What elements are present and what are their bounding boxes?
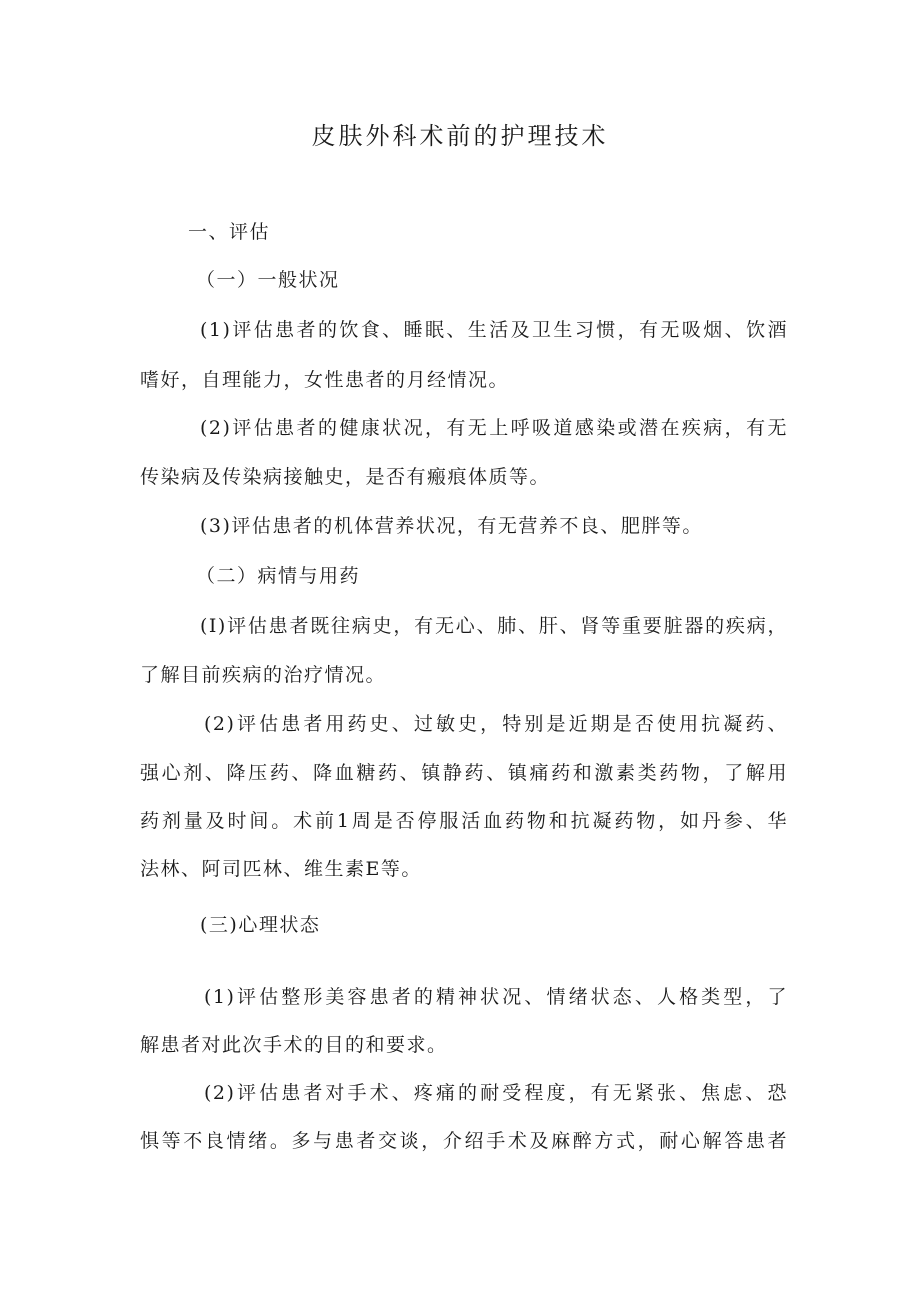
subsection-heading-condition: （二）病情与用药: [196, 565, 361, 587]
paragraph-line: (1)评估患者的饮食、睡眠、生活及卫生习惯，有无吸烟、饮酒: [200, 319, 788, 341]
paragraph-line: (2)评估患者用药史、过敏史，特别是近期是否使用抗凝药、: [204, 713, 788, 735]
paragraph-line: 药剂量及时间。术前1周是否停服活血药物和抗凝药物，如丹参、华: [140, 810, 788, 832]
subsection-heading-general: （一）一般状况: [196, 269, 340, 291]
section-heading-assessment: 一、评估: [188, 221, 271, 243]
paragraph-line: (3)评估患者的机体营养状况，有无营养不良、肥胖等。: [200, 515, 703, 537]
paragraph-line: 传染病及传染病接触史，是否有瘢痕体质等。: [140, 466, 551, 488]
paragraph-line: (1)评估整形美容患者的精神状况、情绪状态、人格类型，了: [204, 986, 788, 1008]
paragraph-line: 了解目前疾病的治疗情况。: [140, 664, 387, 686]
subsection-heading-psychology: (三)心理状态: [200, 914, 321, 936]
paragraph-line: (2)评估患者的健康状况，有无上呼吸道感染或潜在疾病，有无: [200, 417, 788, 439]
paragraph-line: (2)评估患者对手术、疼痛的耐受程度，有无紧张、焦虑、恐: [204, 1082, 788, 1104]
paragraph-line: 法林、阿司匹林、维生素E等。: [140, 858, 422, 880]
paragraph-line: 解患者对此次手术的目的和要求。: [140, 1034, 448, 1056]
paragraph-line: 嗜好，自理能力，女性患者的月经情况。: [140, 369, 510, 391]
paragraph-line: (I)评估患者既往病史，有无心、肺、肝、肾等重要脏器的疾病，: [200, 615, 788, 637]
paragraph-line: 强心剂、降压药、降血糖药、镇静药、镇痛药和激素类药物，了解用: [140, 762, 788, 784]
paragraph-line: 惧等不良情绪。多与患者交谈，介绍手术及麻醉方式，耐心解答患者: [140, 1130, 788, 1152]
document-title: 皮肤外科术前的护理技术: [311, 122, 609, 150]
